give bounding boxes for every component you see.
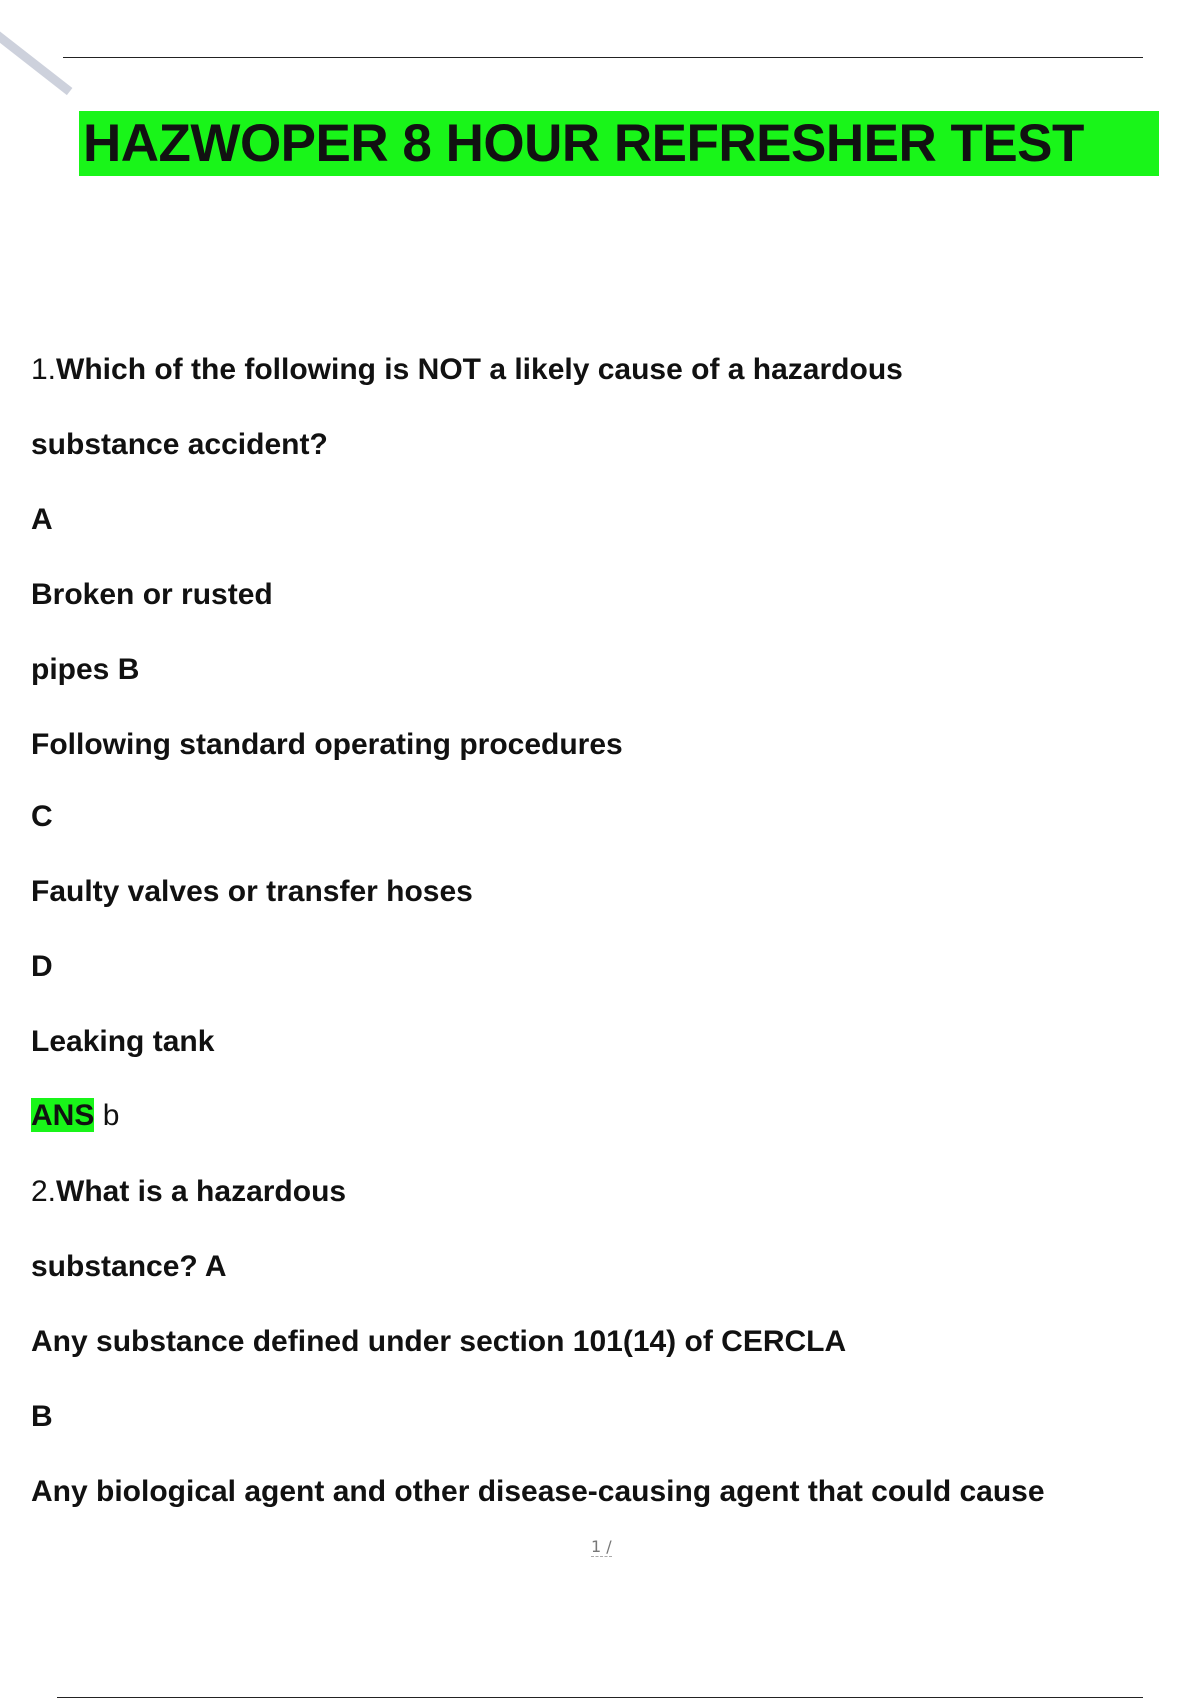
document-title: HAZWOPER 8 HOUR REFRESHER TEST xyxy=(83,114,1084,173)
footer-rule xyxy=(57,1697,1143,1698)
question-2-line-1 xyxy=(31,1174,346,1210)
page-number: 1 / xyxy=(591,1537,612,1556)
title-highlight xyxy=(79,111,1159,176)
q1-option-c: Faulty valves or transfer hoses xyxy=(31,875,473,908)
answer-label-highlight: ANS xyxy=(31,1099,95,1132)
question-1-line-2: substance accident? xyxy=(31,428,328,461)
q2-label-b: B xyxy=(31,1400,53,1433)
question-1-text-1: Which of the following is NOT a likely cause of a hazardous xyxy=(56,353,903,386)
q1-option-d: Leaking tank xyxy=(31,1025,215,1058)
question-2-text-1: What is a hazardous xyxy=(56,1175,347,1208)
q1-label-d: D xyxy=(31,950,53,983)
q2-option-b: Any biological agent and other disease-causing agent that could cause xyxy=(31,1475,1045,1508)
question-1-number: 1. xyxy=(31,353,57,386)
q2-option-a: Any substance defined under section 101(14) of CERCLA xyxy=(31,1325,847,1358)
question-2-line-2: substance? A xyxy=(31,1250,227,1283)
q1-option-a-line-2: pipes B xyxy=(31,653,140,686)
answer-value: b xyxy=(102,1099,120,1132)
q1-option-b: Following standard operating procedures xyxy=(31,728,623,761)
question-1-line-1 xyxy=(31,352,903,388)
question-2-number: 2. xyxy=(31,1175,57,1208)
q1-option-a-line-1: Broken or rusted xyxy=(31,578,273,611)
q1-answer xyxy=(31,1098,119,1134)
corner-fold-mark xyxy=(0,29,72,95)
header-rule xyxy=(63,57,1143,58)
q1-label-c: C xyxy=(31,800,53,833)
q1-label-a: A xyxy=(31,503,53,536)
